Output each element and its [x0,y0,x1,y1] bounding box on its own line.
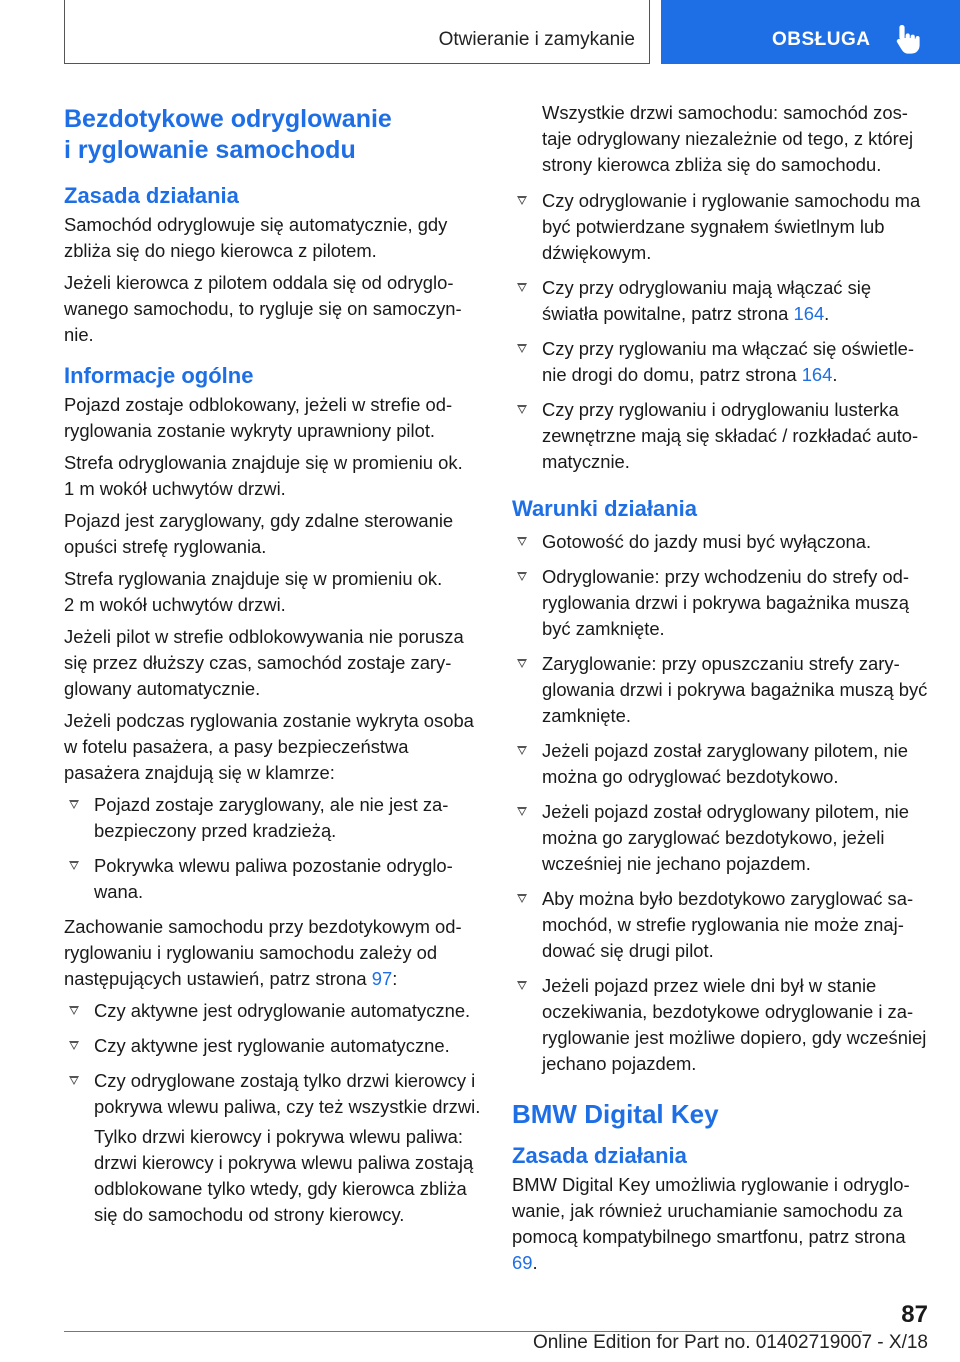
triangle-bullet-icon [517,981,527,990]
paragraph: Jeżeli kierowca z pilotem oddala się od odryglowanego samochodu, to rygluje się on samoczynnie. [64,272,462,345]
list-item: Czy aktywne jest odryglowanie automatyczne. [64,998,482,1024]
list-item: Czy przy ryglowaniu ma włączać się oświetlenie drogi do domu, patrz strona 164. [512,336,930,388]
heading-zasada-dzialania-2: Zasada działania [512,1143,687,1168]
page-number: 87 [901,1301,928,1328]
triangle-bullet-icon [69,1006,79,1015]
paragraph: Jeżeli pilot w strefie odblokowywania nie porusza się przez dłuższy czas, samochód zostaje zaryglowany automatycznie. [64,626,464,699]
paragraph: Zachowanie samochodu przy bezdotykowym odryglowaniu i ryglowaniu samochodu zależy od następujących ustawień, patrz strona 97: [64,916,462,989]
paragraph-line: Strefa odryglowania znajduje się w promieniu ok. [64,452,463,473]
paragraph [64,450,482,502]
paragraph-line: Strefa ryglowania znajduje się w promieniu ok. [64,568,443,589]
section-label: OBSŁUGA [772,29,871,50]
sub-paragraph: Tylko drzwi kierowcy i pokrywa wlewu paliwa: drzwi kierowcy i pokrywa wlewu paliwa zostają odblokowane tylko wtedy, gdy kierowca zbliża się do samochodu od strony kierowcy. [94,1126,474,1225]
hand-pointer-icon [895,23,923,55]
triangle-bullet-icon [517,659,527,668]
triangle-bullet-icon [517,283,527,292]
footer-edition: Online Edition for Part no. 01402719007 - X/18 [532,1332,928,1353]
heading-bmw-digital-key: BMW Digital Key [512,1099,719,1129]
paragraph: BMW Digital Key umożliwia ryglowanie i odryglowanie, jak również uruchamianie samochodu za pomocą kompatybilnego smartfonu, patrz strona 69. [512,1174,910,1273]
list-item: Pojazd zostaje zaryglowany, ale nie jest zabezpieczony przed kradzieżą. [64,792,482,844]
list-item: Czy odryglowanie i ryglowanie samochodu ma być potwierdzane sygnałem świetlnym lub dźwiękowym. [512,188,930,266]
triangle-bullet-icon [517,344,527,353]
paragraph-line: 1 m wokół uchwytów drzwi. [64,478,286,499]
right-column [512,100,930,1282]
page-link-69[interactable]: 69 [512,1252,533,1273]
list-item: Czy aktywne jest ryglowanie automatyczne. [64,1033,482,1059]
page-title [64,104,482,166]
triangle-bullet-icon [517,746,527,755]
paragraph-line: 2 m wokół uchwytów drzwi. [64,594,286,615]
list-item: Czy przy odryglowaniu mają włączać się światła powitalne, patrz strona 164. [512,275,930,327]
list-item: Aby można było bezdotykowo zaryglować samochód, w strefie ryglowania nie może znajdować się drugi pilot. [512,886,930,964]
paragraph: Samochód odryglowuje się automatycznie, gdy zbliża się do niego kierowca z pilotem. [64,214,448,261]
left-column [64,104,482,1234]
list-item: Jeżeli pojazd przez wiele dni był w stanie oczekiwania, bezdotykowe odryglowanie i zaryglowanie jest możliwe dopiero, gdy wcześniej jechano pojazdem. [512,973,930,1077]
list-item: Czy odryglowane zostają tylko drzwi kierowcy i pokrywa wlewu paliwa, czy też wszystkie drzwi. [64,1068,482,1120]
paragraph [64,566,482,618]
page-link-164[interactable]: 164 [793,303,825,324]
triangle-bullet-icon [517,537,527,546]
triangle-bullet-icon [69,1076,79,1085]
heading-zasada-dzialania: Zasada działania [64,183,239,208]
list-item: Pokrywka wlewu paliwa pozostanie odryglowana. [64,853,482,905]
list-item: Odryglowanie: przy wchodzeniu do strefy odryglowania drzwi i pokrywa bagażnika muszą być zamknięte. [512,564,930,642]
chapter-title: Otwieranie i zamykanie [438,29,635,50]
paragraph: Pojazd zostaje odblokowany, jeżeli w strefie odryglowania zostanie wykryty uprawniony pilot. [64,394,453,441]
triangle-bullet-icon [517,807,527,816]
page-title-line2: i ryglowanie samochodu [64,136,356,164]
paragraph: Pojazd jest zaryglowany, gdy zdalne sterowanie opuści strefę ryglowania. [64,510,454,557]
list-item: Zaryglowanie: przy opuszczaniu strefy zaryglowania drzwi i pokrywa bagażnika muszą być zamknięte. [512,651,930,729]
page-link-164[interactable]: 164 [801,364,833,385]
triangle-bullet-icon [69,800,79,809]
page-title-line1: Bezdotykowe odryglowanie [64,105,392,133]
triangle-bullet-icon [517,572,527,581]
heading-warunki-dzialania: Warunki działania [512,496,698,521]
triangle-bullet-icon [517,894,527,903]
triangle-bullet-icon [69,1041,79,1050]
heading-informacje-ogolne: Informacje ogólne [64,363,254,388]
triangle-bullet-icon [517,405,527,414]
triangle-bullet-icon [517,196,527,205]
page-link-97[interactable]: 97 [371,968,393,989]
list-item: Jeżeli pojazd został odryglowany pilotem, nie można go zaryglować bezdotykowo, jeżeli wcześniej nie jechano pojazdem. [512,799,930,877]
list-item: Czy przy ryglowaniu i odryglowaniu lusterka zewnętrzne mają się składać / rozkładać automatycznie. [512,397,930,475]
triangle-bullet-icon [69,861,79,870]
sub-paragraph: Wszystkie drzwi samochodu: samochód zostaje odryglowany niezależnie od tego, z której strony kierowca zbliża się do samochodu. [542,102,914,175]
list-item: Jeżeli pojazd został zaryglowany pilotem, nie można go odryglować bezdotykowo. [512,738,930,790]
header-section-tab[interactable] [661,0,960,64]
paragraph: Jeżeli podczas ryglowania zostanie wykryta osoba w fotelu pasażera, a pasy bezpieczeństwa pasażera znajdują się w klamrze: [64,710,474,783]
header-chapter-box [64,0,650,64]
list-item: Gotowość do jazdy musi być wyłączona. [512,529,930,555]
